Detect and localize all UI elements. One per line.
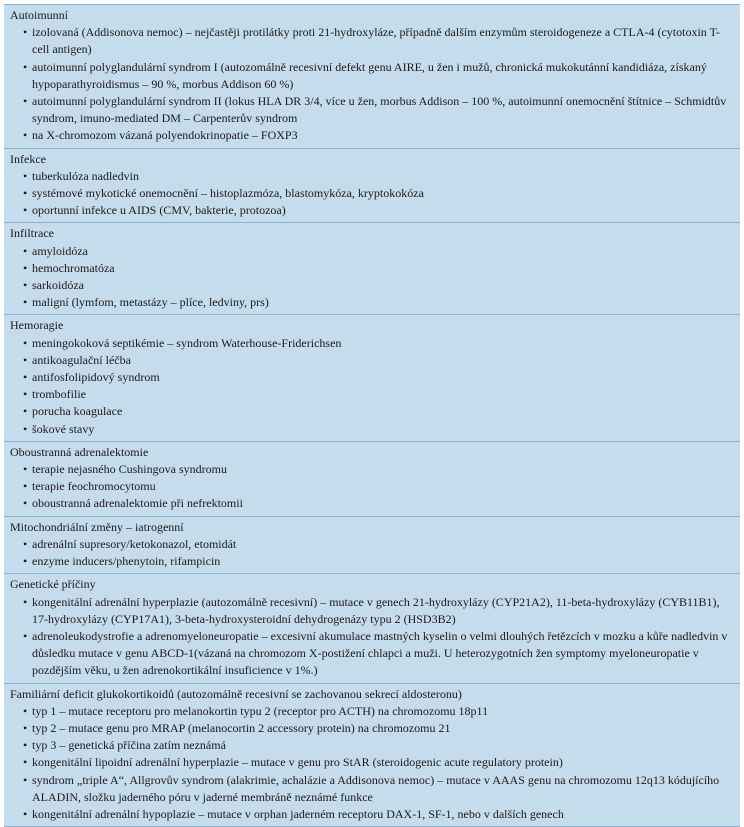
section-title: Infiltrace xyxy=(10,226,54,241)
list-item: • oportunní infekce u AIDS (CMV, bakterie, protozoa) xyxy=(10,202,734,219)
section-autoimmune xyxy=(4,4,740,148)
item-list xyxy=(10,536,734,570)
item-list xyxy=(10,703,734,823)
item-list xyxy=(10,243,734,312)
section-title: Hemoragie xyxy=(10,318,64,333)
list-item: • kongenitální adrenální hypoplazie – mutace v orphan jaderném receptoru DAX-1, SF-1, nebo v dalších genech xyxy=(10,806,734,823)
section-title: Infekce xyxy=(10,151,46,166)
list-item: • adrenoleukodystrofie a adrenomyeloneuropatie – excesivní akumulace mastných kyselin o velmi dlouhých řetězcích v mozku a kůře nadledvin v důsledku mutace v genu ABCD-1(vázaná na chromozom X-postižení chlapci a muži. U heterozygotních žen symptomy myeloneuropatie v pozdějším věku, u žen adrenokortikální insuficience v 1%.) xyxy=(10,628,734,680)
list-item: • terapie feochromocytomu xyxy=(10,478,734,495)
section-title: Mitochondriální změny – iatrogenní xyxy=(10,519,184,534)
list-item: • kongenitální adrenální hyperplazie (autozomálně recesivní) – mutace v genech 21-hydroxylázy (CYP21A2), 11-beta-hydroxylázy (CYB11B1), 17-hydroxylázy (CYP17A1), 3-beta-hydroxysteroidní dehydrogenázy typu 2 (HSD3B2) xyxy=(10,594,734,628)
causes-table xyxy=(4,4,740,827)
item-list xyxy=(10,168,734,220)
list-item: • antikoagulační léčba xyxy=(10,352,734,369)
section-infections xyxy=(4,148,740,223)
list-item: • syndrom „triple A“, Allgrovův syndrom (alakrimie, achalázie a Addisonova nemoc) – mutace v AAAS genu na chromozomu 12q13 kódujícího ALADIN, složku jaderného póru v jaderné membráně neznámé funkce xyxy=(10,772,734,806)
list-item: • amyloidóza xyxy=(10,243,734,260)
list-item: • oboustranná adrenalektomie při nefrektomii xyxy=(10,495,734,512)
section-familial-deficit xyxy=(4,683,740,827)
list-item: • trombofilie xyxy=(10,386,734,403)
section-infiltration xyxy=(4,222,740,314)
section-adrenalectomy xyxy=(4,441,740,516)
section-hemorrhage xyxy=(4,314,740,440)
section-title: Oboustranná adrenalektomie xyxy=(10,444,149,459)
item-list xyxy=(10,24,734,144)
section-title: Familiární deficit glukokortikoidů (autozomálně recesivní se zachovanou sekrecí aldosteronu) xyxy=(10,686,462,701)
list-item: • autoimunní polyglandulární syndrom II (lokus HLA DR 3/4, více u žen, morbus Addison – 100 %, autoimunní onemocnění štítnice – Schmidtův syndrom, imuno-mediated DM – Carpenterův syndrom xyxy=(10,93,734,127)
list-item: • typ 2 – mutace genu pro MRAP (melanocortin 2 accessory protein) na chromozomu 21 xyxy=(10,720,734,737)
section-title: Autoimunní xyxy=(10,8,69,22)
list-item: • hemochromatóza xyxy=(10,260,734,277)
item-list xyxy=(10,594,734,680)
list-item: • porucha koagulace xyxy=(10,403,734,420)
list-item: • enzyme inducers/phenytoin, rifampicin xyxy=(10,553,734,570)
item-list xyxy=(10,335,734,438)
list-item: • systémové mykotické onemocnění – histoplazmóza, blastomykóza, kryptokokóza xyxy=(10,185,734,202)
item-list xyxy=(10,461,734,513)
list-item: • kongenitální lipoidní adrenální hyperplazie – mutace v genu pro StAR (steroidogenic acute regulatory protein) xyxy=(10,754,734,771)
list-item: • autoimunní polyglandulární syndrom I (autozomálně recesivní defekt genu AIRE, u žen i mužů, chronická mukokutánní kandidiáza, získaný hypoparathyroidismus – 90 %, morbus Addison 60 %) xyxy=(10,59,734,93)
list-item: • izolovaná (Addisonova nemoc) – nejčastěji protilátky proti 21-hydroxyláze, případně dalším enzymům steroidogeneze a CTLA-4 (cytotoxin T-cell antigen) xyxy=(10,24,734,58)
section-mitochondrial xyxy=(4,516,740,574)
list-item: • typ 3 – genetická příčina zatím neznámá xyxy=(10,737,734,754)
section-genetic xyxy=(4,573,740,682)
list-item: • terapie nejasného Cushingova syndromu xyxy=(10,461,734,478)
list-item: • šokové stavy xyxy=(10,421,734,438)
list-item: • adrenální supresory/ketokonazol, etomidát xyxy=(10,536,734,553)
list-item: • typ 1 – mutace receptoru pro melanokortin typu 2 (receptor pro ACTH) na chromozomu 18p11 xyxy=(10,703,734,720)
list-item: • maligní (lymfom, metastázy – plíce, ledviny, prs) xyxy=(10,294,734,311)
list-item: • tuberkulóza nadledvin xyxy=(10,168,734,185)
list-item: • meningokoková septikémie – syndrom Waterhouse-Friderichsen xyxy=(10,335,734,352)
list-item: • na X-chromozom vázaná polyendokrinopatie – FOXP3 xyxy=(10,127,734,144)
section-title: Genetické příčiny xyxy=(10,577,96,592)
list-item: • sarkoidóza xyxy=(10,277,734,294)
list-item: • antifosfolipidový syndrom xyxy=(10,369,734,386)
